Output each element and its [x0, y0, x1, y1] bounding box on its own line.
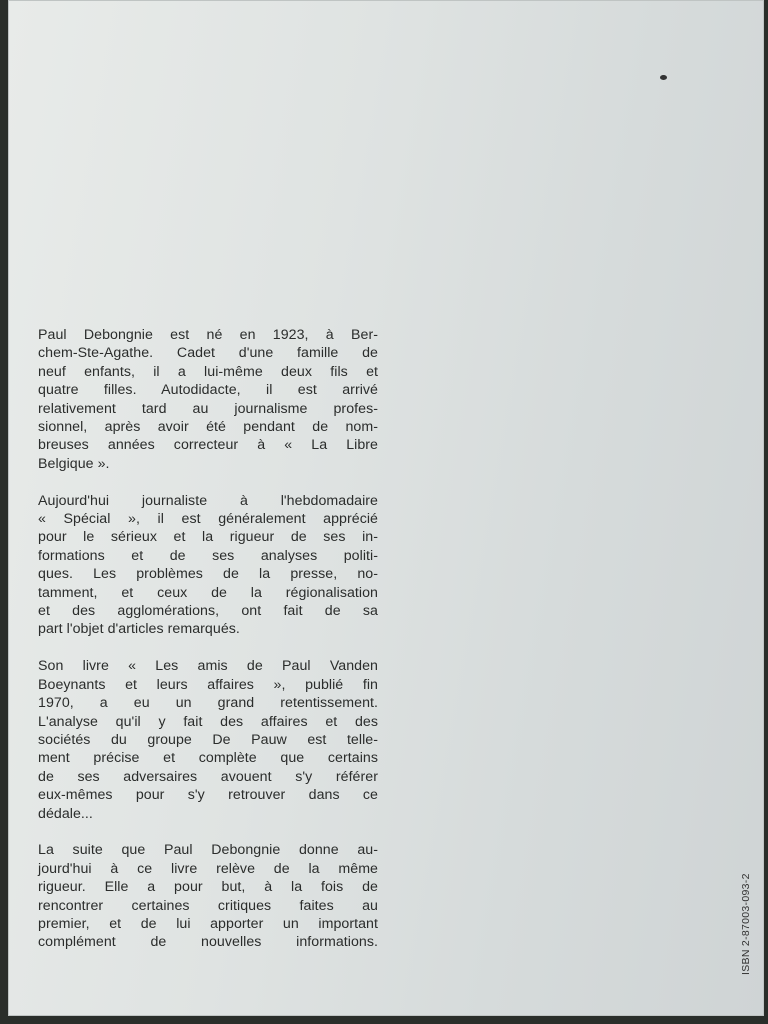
- text-line: ment précise et complète que certains: [38, 750, 378, 767]
- text-line: « Spécial », il est généralement apprécié: [38, 511, 378, 528]
- text-line: Son livre « Les amis de Paul Vanden: [38, 658, 378, 675]
- text-line: premier, et de lui apporter un important: [38, 915, 378, 932]
- text-line: Aujourd'hui journaliste à l'hebdomadaire: [38, 492, 378, 509]
- text-line: de ses adversaires avouent s'y référer: [38, 768, 378, 785]
- text-line: ques. Les problèmes de la presse, no-: [38, 566, 378, 583]
- text-line: Belgique ».: [38, 455, 110, 472]
- text-line: Paul Debongnie est né en 1923, à Ber-: [38, 327, 378, 343]
- text-line: sionnel, après avoir été pendant de nom-: [38, 419, 378, 436]
- text-line: Boeynants et leurs affaires », publié fin: [38, 676, 378, 693]
- book-back-cover: [8, 0, 764, 1016]
- text-line: complément de nouvelles informations.: [38, 934, 378, 951]
- text-line: breuses années correcteur à « La Libre: [38, 437, 378, 454]
- ink-spot: [660, 75, 667, 80]
- text-line: tamment, et ceux de la régionalisation: [38, 584, 378, 601]
- paragraph-career: [38, 492, 378, 639]
- text-line: neuf enfants, il a lui-même deux fils et: [38, 363, 378, 380]
- text-line: relativement tard au journalisme profes-: [38, 400, 378, 417]
- text-line: sociétés du groupe De Pauw est telle-: [38, 731, 378, 748]
- author-biography: [38, 326, 378, 970]
- text-line: quatre filles. Autodidacte, il est arrivé: [38, 382, 378, 399]
- text-line: 1970, a eu un grand retentissement.: [38, 695, 378, 712]
- text-line: L'analyse qu'il y fait des affaires et des: [38, 713, 378, 730]
- text-line: chem-Ste-Agathe. Cadet d'une famille de: [38, 345, 378, 362]
- paragraph-sequel: [38, 841, 378, 951]
- paragraph-first-book: [38, 657, 378, 823]
- text-line: et des agglomérations, ont fait de sa: [38, 603, 378, 620]
- text-line: eux-mêmes pour s'y retrouver dans ce: [38, 787, 378, 804]
- text-line: rencontrer certaines critiques faites au: [38, 897, 378, 914]
- isbn-label: ISBN 2-87003-093-2: [740, 873, 752, 975]
- text-line: pour le sérieux et la rigueur de ses in-: [38, 529, 378, 546]
- text-line: rigueur. Elle a pour but, à la fois de: [38, 879, 378, 896]
- text-line: part l'objet d'articles remarqués.: [38, 621, 240, 638]
- text-line: jourd'hui à ce livre relève de la même: [38, 860, 378, 877]
- text-line: La suite que Paul Debongnie donne au-: [38, 842, 378, 859]
- text-line: formations et de ses analyses politi-: [38, 547, 378, 564]
- paragraph-birth: [38, 326, 378, 473]
- text-line: dédale...: [38, 805, 93, 822]
